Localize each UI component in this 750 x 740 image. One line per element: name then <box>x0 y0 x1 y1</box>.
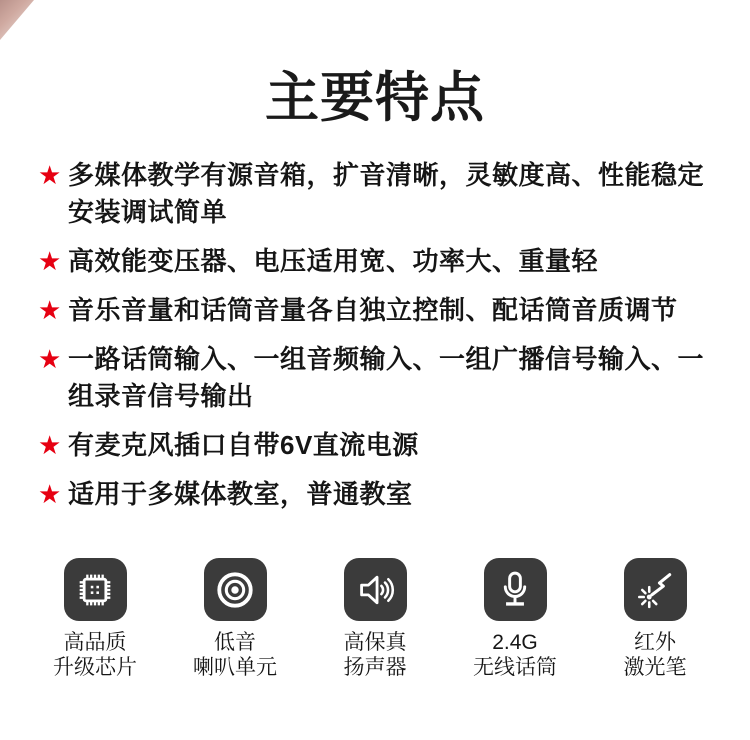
feature-item <box>38 476 733 513</box>
star-icon: ★ <box>38 479 62 509</box>
loudspeaker-icon <box>344 558 407 621</box>
star-icon: ★ <box>38 430 62 460</box>
badge-chip <box>25 558 165 680</box>
badge-label: 2.4G 无线话筒 <box>473 631 557 679</box>
badge-label: 低音 喇叭单元 <box>193 631 277 679</box>
feature-item <box>38 243 733 280</box>
laser-pointer-icon <box>624 558 687 621</box>
badge-laser-pointer <box>585 558 725 680</box>
chip-icon <box>64 558 127 621</box>
page-title: 主要特点 <box>265 68 485 128</box>
star-icon: ★ <box>38 344 62 374</box>
badge-label: 红外 激光笔 <box>623 631 687 679</box>
feature-text: 安装调试简单 <box>68 197 228 227</box>
star-icon: ★ <box>38 246 62 276</box>
badge-wireless-mic <box>445 558 585 680</box>
feature-text: 多媒体教学有源音箱，扩音清晰，灵敏度高、性能稳定 <box>68 160 705 190</box>
star-icon: ★ <box>38 160 62 190</box>
woofer-icon <box>204 558 267 621</box>
feature-badges-row <box>25 558 725 680</box>
feature-item <box>38 427 733 464</box>
badge-label: 高品质 升级芯片 <box>53 631 137 679</box>
feature-text: 高效能变压器、电压适用宽、功率大、重量轻 <box>68 246 599 276</box>
feature-text: 组录音信号输出 <box>68 381 254 411</box>
star-icon: ★ <box>38 295 62 325</box>
feature-text: 有麦克风插口自带6V直流电源 <box>68 430 419 460</box>
feature-item <box>38 341 733 415</box>
feature-text: 适用于多媒体教室，普通教室 <box>68 479 413 509</box>
feature-item <box>38 292 733 329</box>
microphone-icon <box>484 558 547 621</box>
feature-list <box>38 157 733 525</box>
badge-loudspeaker <box>305 558 445 680</box>
badge-woofer <box>165 558 305 680</box>
photo-corner-fragment <box>0 0 34 40</box>
feature-text: 音乐音量和话筒音量各自独立控制、配话筒音质调节 <box>68 295 678 325</box>
badge-label: 高保真 扬声器 <box>343 631 407 679</box>
feature-text: 一路话筒输入、一组音频输入、一组广播信号输入、一 <box>68 344 705 374</box>
feature-item <box>38 157 733 231</box>
